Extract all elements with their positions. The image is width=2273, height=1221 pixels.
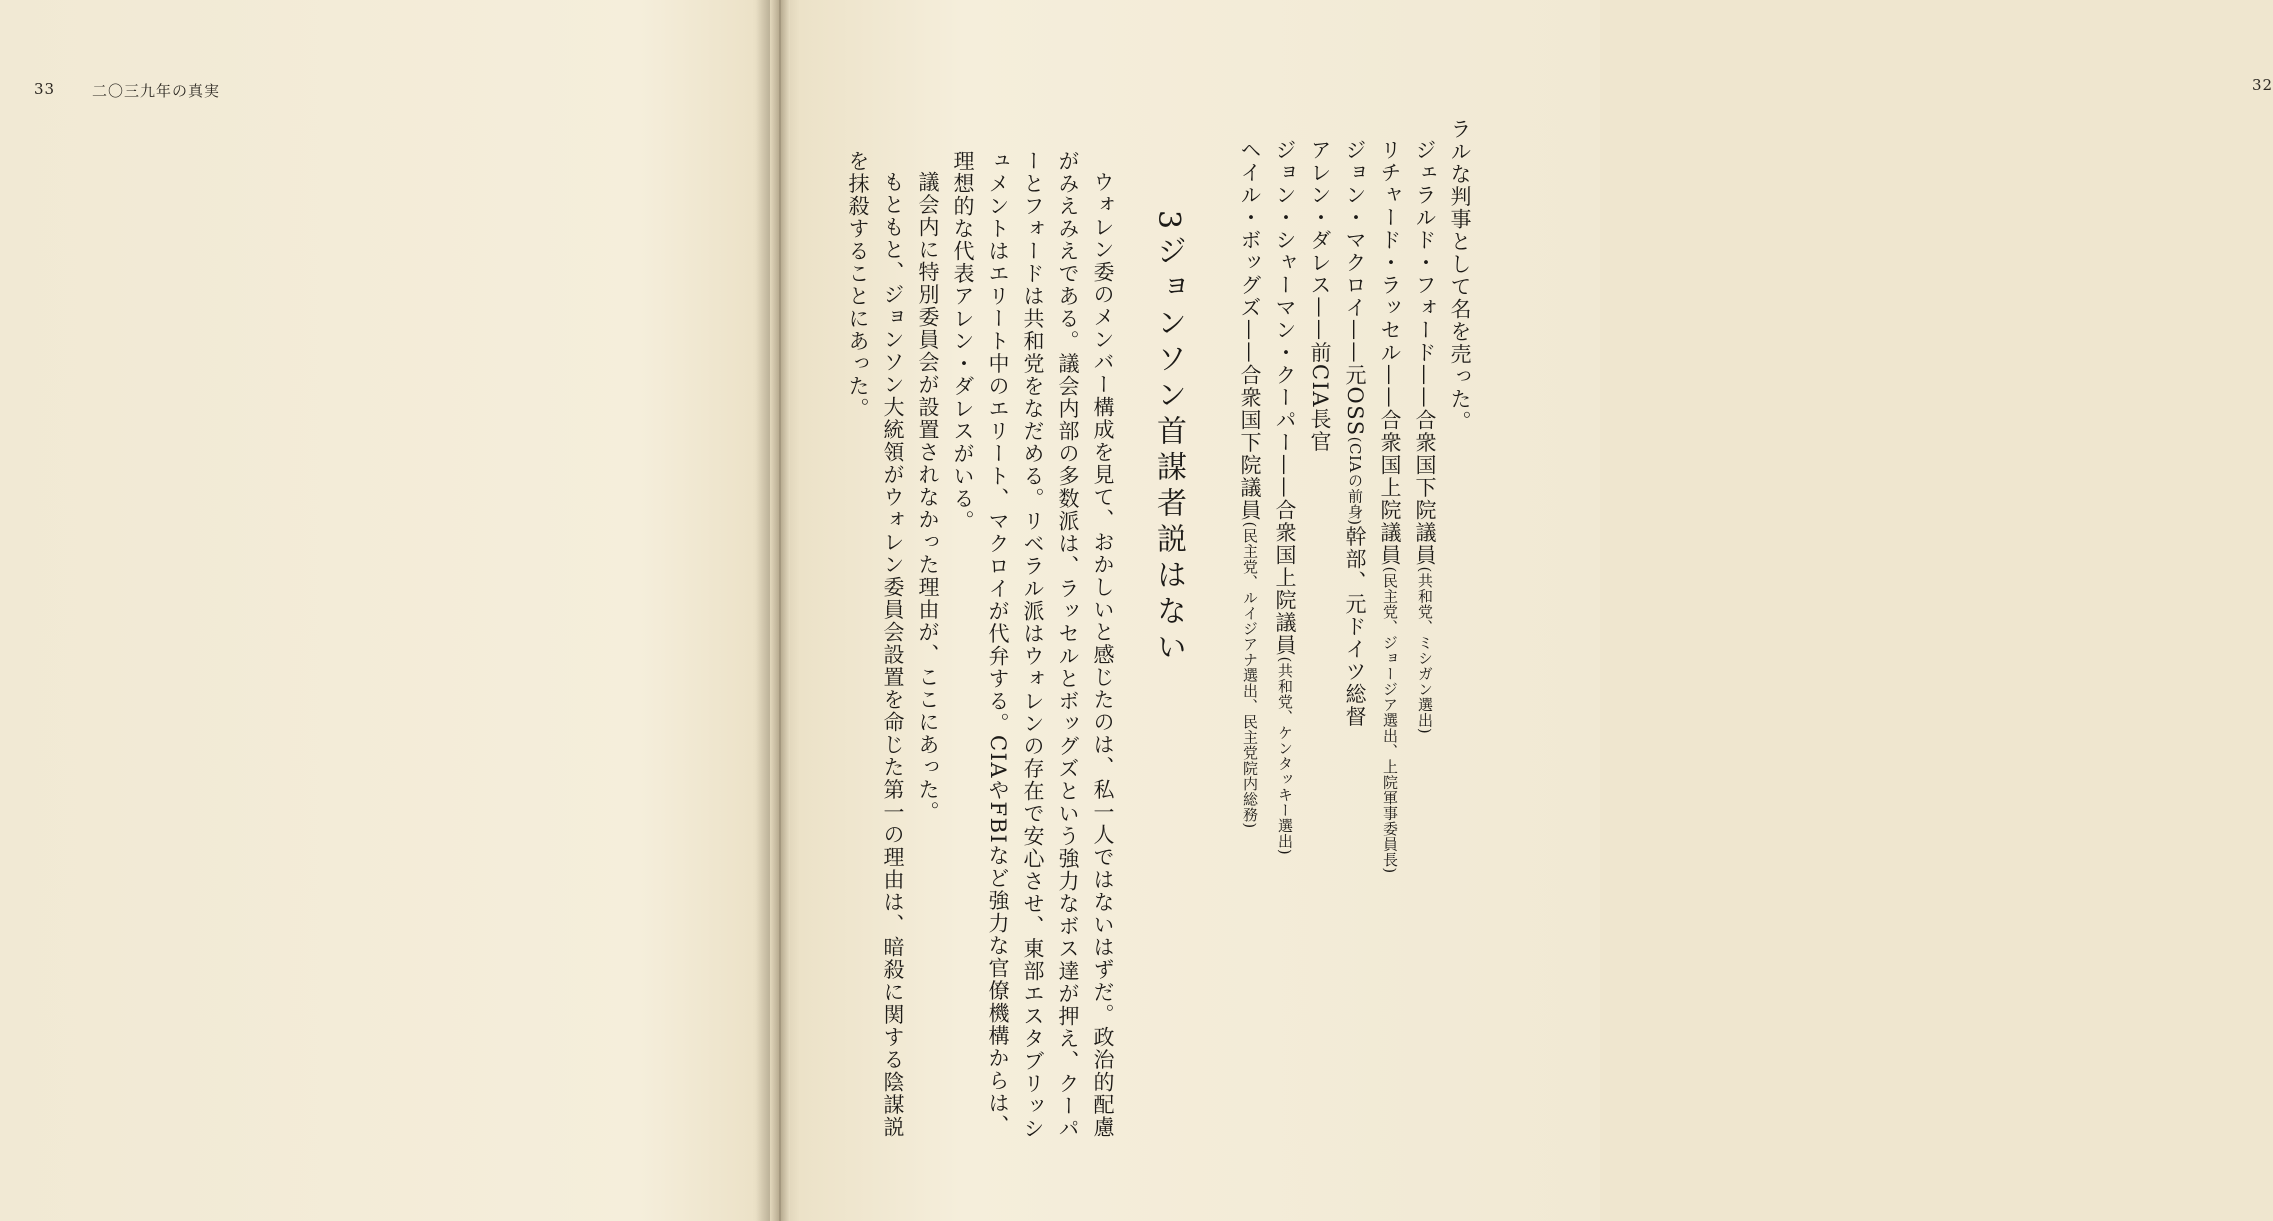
book-gutter bbox=[770, 0, 790, 1221]
member-entry: アレン・ダレス——前CIA長官 bbox=[1308, 139, 1332, 454]
section-number: 3 bbox=[1151, 210, 1186, 236]
running-title: 二〇三九年の真実 bbox=[92, 82, 221, 100]
page-number-left: 33 bbox=[34, 80, 56, 98]
paragraph: 議会内に特別委員会が設置されなかった理由が、ここにあった。 bbox=[916, 171, 940, 824]
page-edge-shadow bbox=[756, 0, 770, 1221]
member-entry: ジェラルド・フォード——合衆国下院議員(共和党、ミシガン選出) bbox=[1413, 139, 1437, 735]
section-heading bbox=[1144, 210, 1192, 810]
left-page bbox=[0, 0, 770, 1221]
member-entry: リチャード・ラッセル——合衆国上院議員(民主党、ジョージア選出、上院軍事委員長) bbox=[1378, 139, 1402, 874]
paragraph: もともと、ジョンソン大統領がウォレン委員会設置を命じた第一の理由は、暗殺に関する陰謀説を抹殺することにあった。 bbox=[846, 150, 905, 1139]
section-title: ジョンソン首謀者説はない bbox=[1151, 235, 1186, 668]
right-section-body bbox=[840, 150, 1120, 1150]
opening-line: ラルな判事として名を売った。 bbox=[1448, 118, 1472, 433]
right-body-text bbox=[1232, 118, 1477, 1198]
page-number-right: 32 bbox=[2252, 76, 2273, 94]
member-entry: ジョン・マクロイ——元OSS(CIAの前身)幹部、元ドイツ総督 bbox=[1343, 139, 1367, 729]
member-entry: ジョン・シャーマン・クーパー——合衆国上院議員(共和党、ケンタッキー選出) bbox=[1273, 139, 1297, 856]
member-entry: ヘイル・ボッグズ——合衆国下院議員(民主党、ルイジアナ選出、民主党院内総務) bbox=[1238, 139, 1262, 829]
paragraph: ウォレン委のメンバー構成を見て、おかしいと感じたのは、私一人ではないはずだ。政治的配慮がみえみえである。議会内部の多数派は、ラッセルとボッグズという強力なボス達が押え、クーパーとフォードは共和党をなだめる。リベラル派はウォレンの存在で安心させ、東部エスタブリッシュメントはエリート中のエリート、マクロイが代弁する。CIAやFBIなど強力な官僚機構からは、理想的な代表アレン・ダレスがいる。 bbox=[951, 150, 1115, 1140]
